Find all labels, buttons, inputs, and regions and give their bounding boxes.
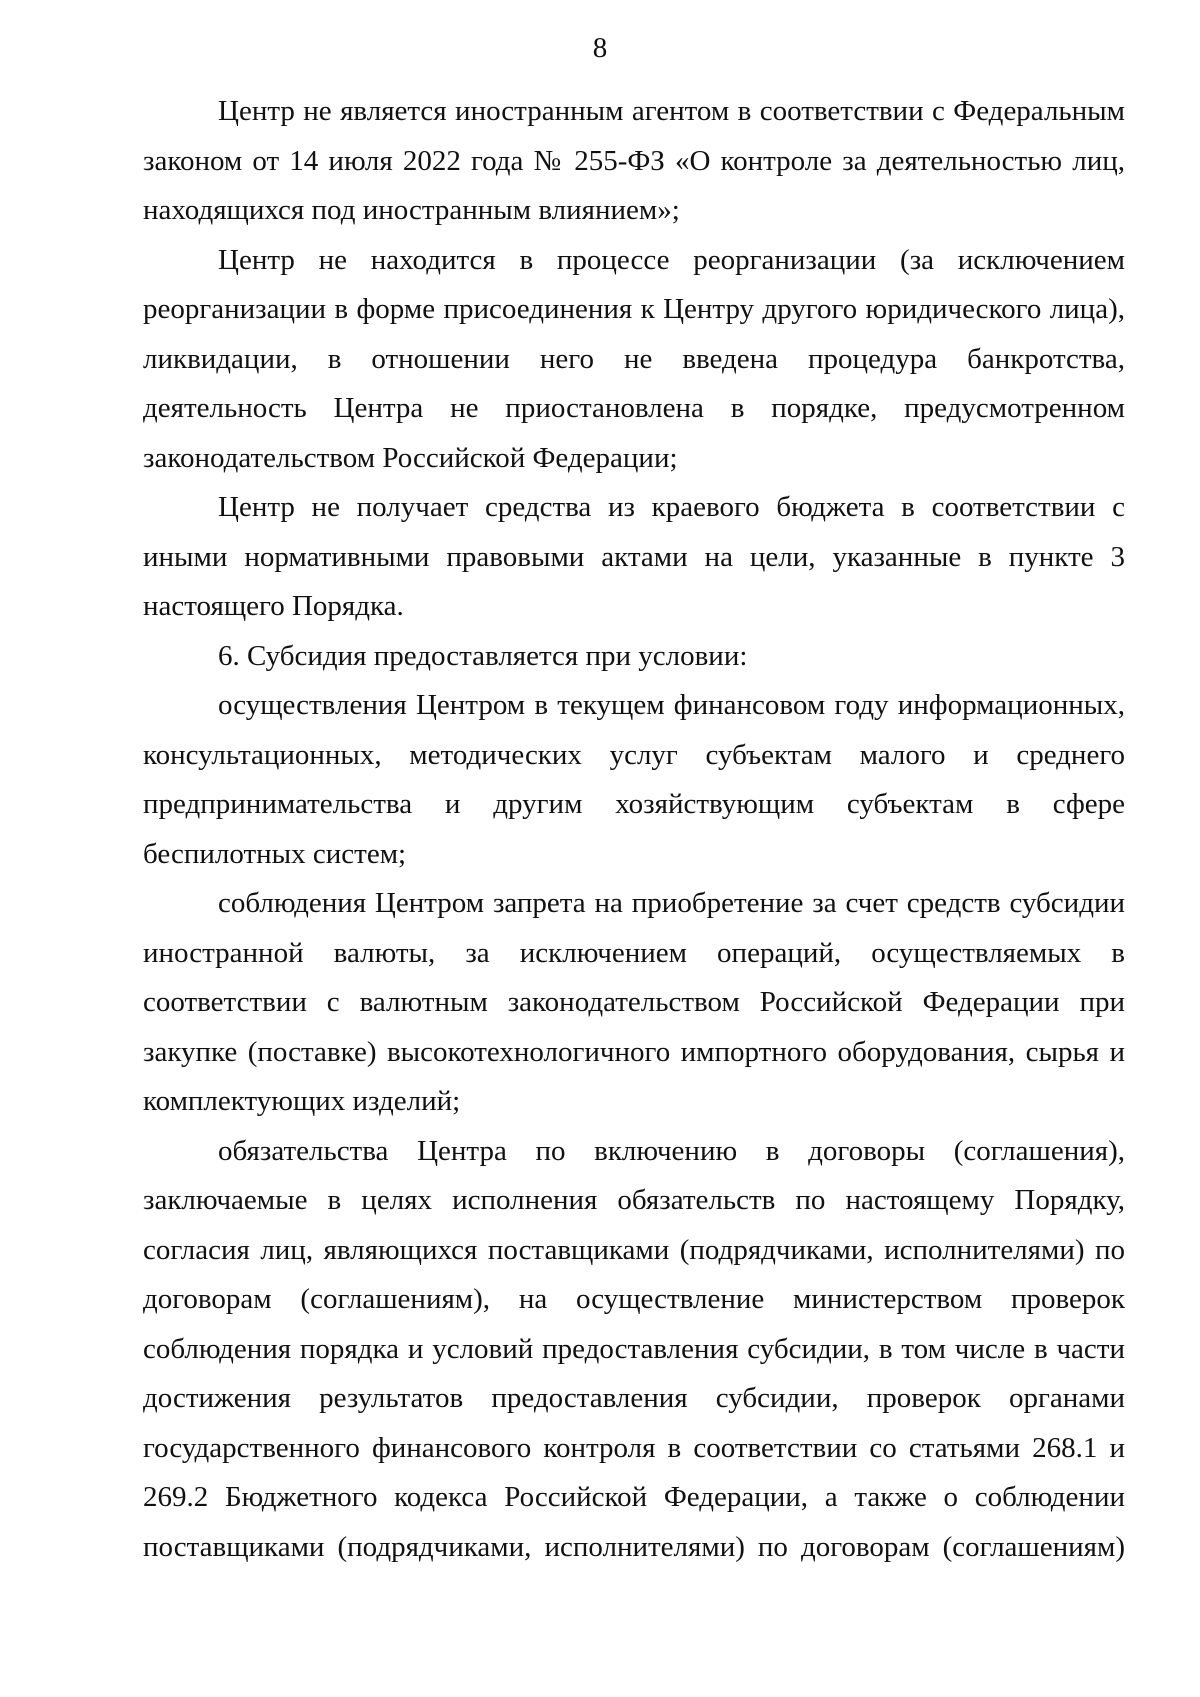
paragraph-regional-budget-funds: Центр не получает средства из краевого бюджета в соответствии с иными нормативными правовыми актами на цели, указанные в пункте 3 настоящего Порядка. [143, 491, 1125, 622]
document-body [143, 87, 1125, 1572]
paragraph-consulting-services-condition: осуществления Центром в текущем финансовом году информационных, консультационных, методических услуг субъектам малого и среднего предпринимательства и другим хозяйствующим субъектам в сфере беспилотных систем; [143, 689, 1125, 870]
page-number: 8 [592, 32, 608, 64]
paragraph-contract-inspection-condition: обязательства Центра по включению в договоры (соглашения), заключаемые в целях исполнения обязательств по настоящему Порядку, согласия лиц, являющихся поставщиками (подрядчиками, исполнителями) по договорам (соглашениям), на осуществление министерством проверок соблюдения порядка и условий предоставления субсидии, в том числе в части достижения результатов предоставления субсидии, проверок органами государственного финансового контроля в соответствии со статьями 268.1 и 269.2 Бюджетного кодекса Российской Федерации, а также о соблюдении поставщиками (подрядчиками, исполнителями) по договорам (соглашениям) [143, 1134, 1125, 1563]
paragraph-reorganization-status: Центр не находится в процессе реорганизации (за исключением реорганизации в форме присоединения к Центру другого юридического лица), ликвидации, в отношении него не введена процедура банкротства, деятельность Центра не приостановлена в порядке, предусмотренном законодательством Российской Федерации; [143, 243, 1125, 474]
paragraph-clause-6-heading: 6. Субсидия предоставляется при условии: [218, 639, 748, 672]
paragraph-foreign-agent-status: Центр не является иностранным агентом в соответствии с Федеральным законом от 14 июля 2022 года № 255-ФЗ «О контроле за деятельностью лиц, находящихся под иностранным влиянием»; [143, 95, 1125, 226]
paragraph-currency-ban-condition: соблюдения Центром запрета на приобретение за счет средств субсидии иностранной валюты, за исключением операций, осуществляемых в соответствии с валютным законодательством Российской Федерации при закупке (поставке) высокотехнологичного импортного оборудования, сырья и комплектующих изделий; [143, 887, 1125, 1117]
